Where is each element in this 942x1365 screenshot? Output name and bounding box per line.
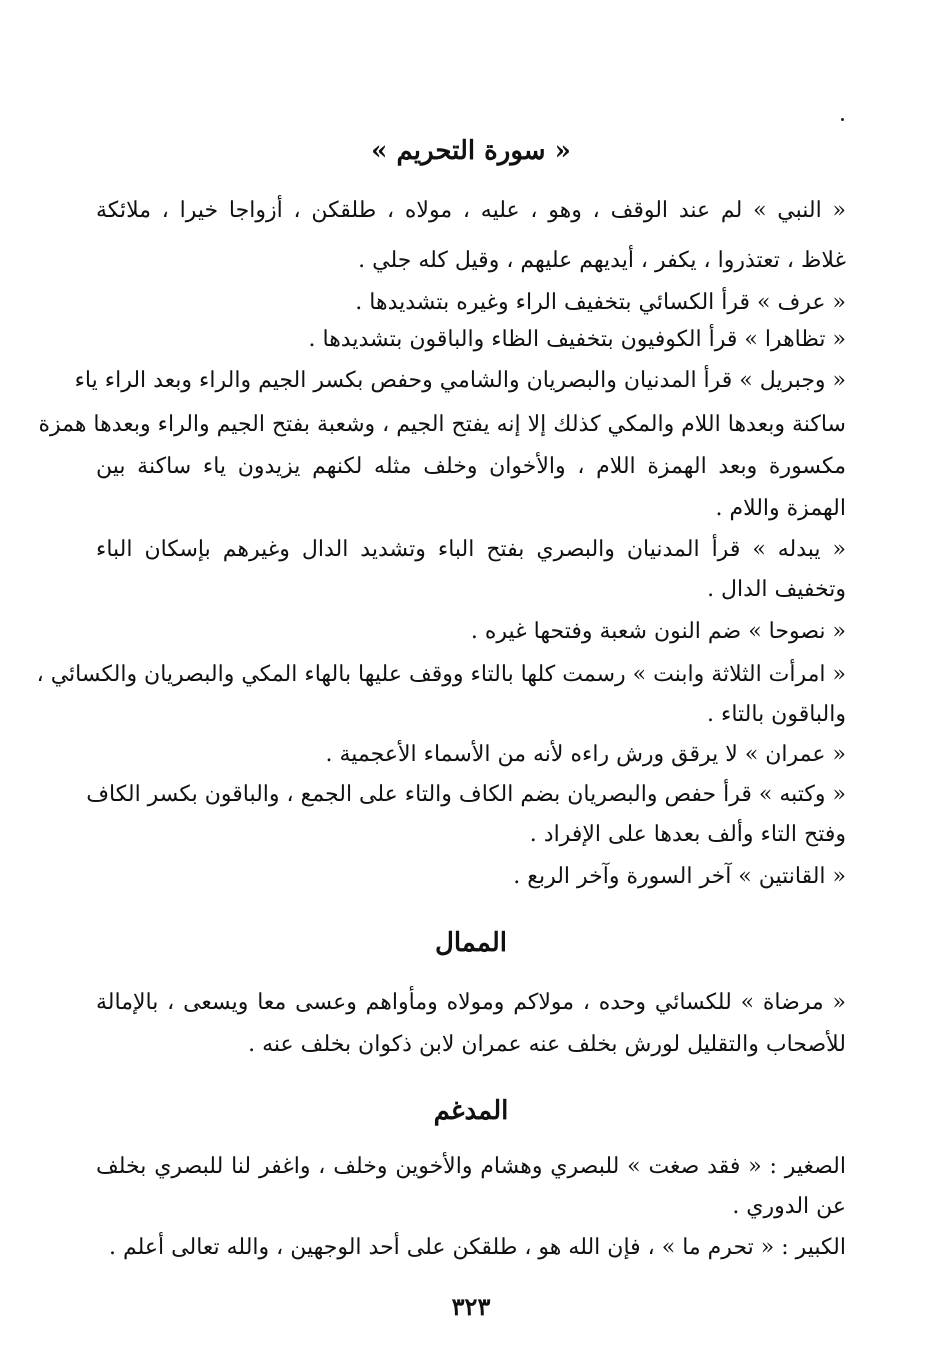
- text-line: « عمران » لا يرقق ورش راءه لأنه من الأسماء الأعجمية .: [325, 742, 846, 767]
- text-line: عن الدوري .: [732, 1194, 846, 1219]
- ink-dot: [841, 118, 844, 121]
- text-line: وفتح التاء وألف بعدها على الإفراد .: [529, 822, 846, 847]
- text-line: « القانتين » آخر السورة وآخر الربع .: [513, 864, 846, 889]
- text-line: وتخفيف الدال .: [707, 577, 846, 602]
- text-line: للأصحاب والتقليل لورش بخلف عنه عمران لابن ذكوان بخلف عنه .: [248, 1032, 846, 1057]
- text-line: « نصوحا » ضم النون شعبة وفتحها غيره .: [470, 619, 846, 644]
- section-title-mumal: الممال: [434, 928, 508, 958]
- text-line: « وجبريل » قرأ المدنيان والبصريان والشامي وحفص بكسر الجيم والراء وبعد الراء ياء: [74, 368, 846, 393]
- text-line: « النبي » لم عند الوقف ، وهو ، عليه ، مولاه ، طلقكن ، أزواجا خيرا ، ملائكة: [96, 198, 846, 223]
- text-line: « عرف » قرأ الكسائي بتخفيف الراء وغيره بتشديدها .: [355, 290, 846, 315]
- text-line: مكسورة وبعد الهمزة اللام ، والأخوان وخلف مثله لكنهم يزيدون ياء ساكنة بين: [96, 454, 846, 479]
- text-line: « امرأت الثلاثة وابنت » رسمت كلها بالتاء ووقف عليها بالهاء المكي والبصريان والكسائي ،: [36, 662, 846, 687]
- page-number: ٣٢٣: [451, 1292, 491, 1321]
- text-line: الهمزة واللام .: [715, 496, 846, 521]
- text-line: والباقون بالتاء .: [706, 702, 846, 727]
- surah-title: « سورة التحريم »: [371, 136, 571, 166]
- text-line: الصغير : « فقد صغت » للبصري وهشام والأخوين وخلف ، واغفر لنا للبصري بخلف: [96, 1154, 846, 1179]
- text-line: « وكتبه » قرأ حفص والبصريان بضم الكاف والتاء على الجمع ، والباقون بكسر الكاف: [86, 782, 846, 807]
- text-line: ساكنة وبعدها اللام والمكي كذلك إلا إنه يفتح الجيم ، وشعبة بفتح الجيم والراء وبعدها همزة: [38, 412, 846, 437]
- text-line: « مرضاة » للكسائي وحده ، مولاكم ومولاه ومأواهم وعسى معا ويسعى ، بالإمالة: [96, 990, 846, 1015]
- text-line: « يبدله » قرأ المدنيان والبصري بفتح الباء وتشديد الدال وغيرهم بإسكان الباء: [96, 537, 846, 562]
- text-line: غلاظ ، تعتذروا ، يكفر ، أيديهم عليهم ، وقيل كله جلي .: [358, 248, 846, 273]
- text-line: « تظاهرا » قرأ الكوفيون بتخفيف الظاء والباقون بتشديدها .: [308, 327, 846, 352]
- text-line: الكبير : « تحرم ما » ، فإن الله هو ، طلقكن على أحد الوجهين ، والله تعالى أعلم .: [109, 1235, 846, 1260]
- section-title-mudgham: المدغم: [433, 1096, 509, 1126]
